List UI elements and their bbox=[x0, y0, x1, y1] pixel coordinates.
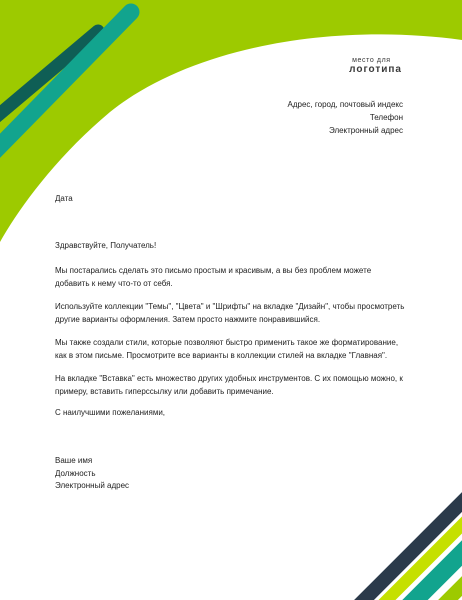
logo-line-2: логотипа bbox=[349, 64, 402, 75]
sender-email: Электронный адрес bbox=[328, 126, 403, 135]
letter-greeting: Здравствуйте, Получатель! bbox=[55, 241, 157, 250]
letter-paragraph-1: Мы постарались сделать это письмо простым и красивым, а вы без проблем можете добавить к нему что-то от себя. bbox=[55, 266, 372, 288]
letter-date: Дата bbox=[55, 194, 73, 203]
letter-paragraph-2: Используйте коллекции "Темы", "Цвета" и "Шрифты" на вкладке "Дизайн", чтобы просмотреть другие варианты оформления. Затем просто нажмите понравившийся. bbox=[55, 302, 405, 324]
letter-paragraph-4: На вкладке "Вставка" есть множество других удобных инструментов. С их помощью можно, к примеру, вставить гиперссылку или добавить примечание. bbox=[55, 374, 403, 396]
signature-name: Ваше имя bbox=[55, 456, 93, 465]
logo-placeholder bbox=[349, 57, 402, 75]
signature-email: Электронный адрес bbox=[55, 481, 130, 490]
sender-address: Адрес, город, почтовый индекс bbox=[287, 100, 403, 109]
logo-line-1: место для bbox=[352, 57, 391, 64]
signature-title: Должность bbox=[55, 468, 96, 478]
sender-block bbox=[288, 98, 403, 137]
letter-closing: С наилучшими пожеланиями, bbox=[55, 408, 166, 417]
letter-paragraph-3: Мы также создали стили, которые позволяют быстро применить такое же форматирование, как в этом письме. Просмотрите все варианты в коллекции стилей на вкладке "Главная". bbox=[55, 338, 399, 360]
sender-phone: Телефон bbox=[369, 113, 403, 122]
signature-block bbox=[55, 455, 129, 493]
